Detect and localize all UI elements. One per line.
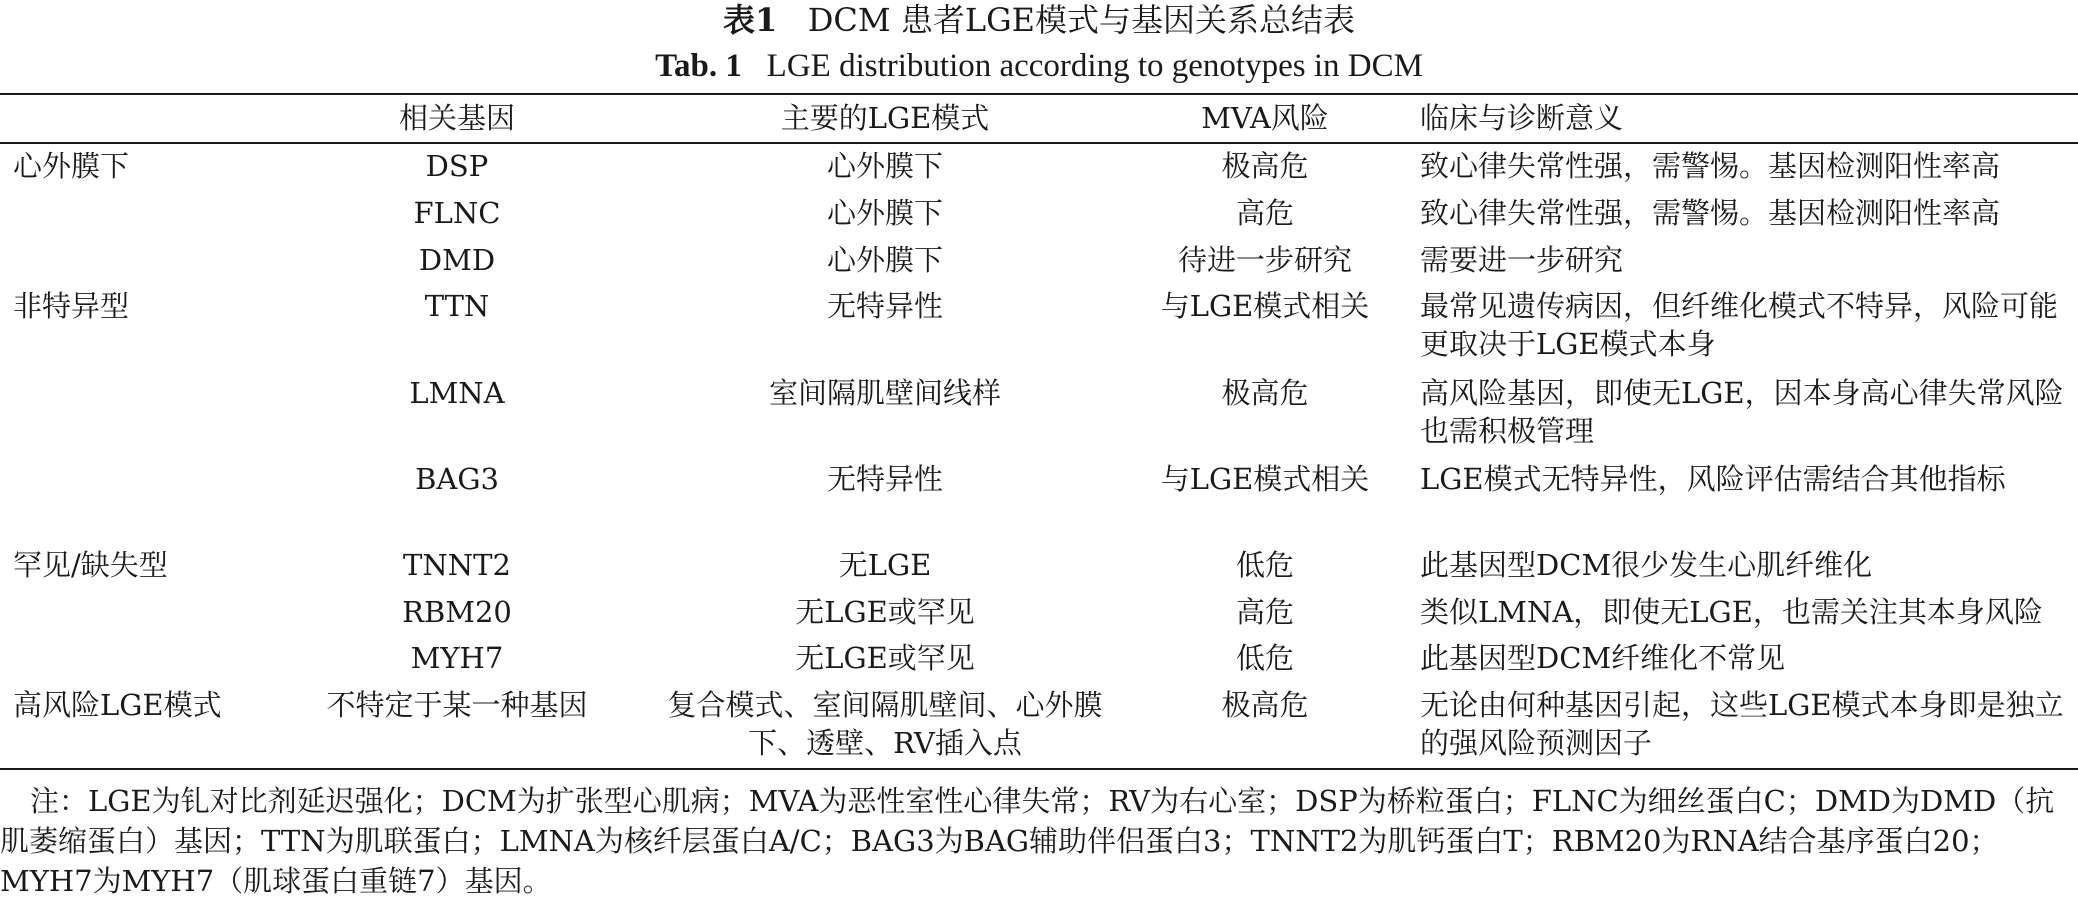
row-category: 高风险LGE模式: [13, 688, 222, 722]
row-category: 罕见/缺失型: [13, 548, 168, 582]
row-gene: FLNC: [413, 196, 501, 230]
row-gene: BAG3: [415, 462, 499, 496]
table-header-rule: [0, 142, 2078, 144]
row-gene: RBM20: [402, 595, 512, 629]
row-mva-risk: 低危: [1235, 641, 1294, 675]
table-top-rule: [0, 93, 2078, 95]
row-gene: TTN: [424, 289, 490, 323]
row-significance: LGE模式无特异性，风险评估需结合其他指标: [1420, 462, 2006, 496]
row-mva-risk: 高危: [1235, 595, 1294, 629]
row-significance: 最常见遗传病因，但纤维化模式不特异，风险可能更取决于LGE模式本身: [1420, 289, 2059, 361]
header-lge-pattern: 主要的LGE模式: [780, 101, 990, 135]
row-significance: 类似LMNA，即使无LGE，也需关注其本身风险: [1420, 595, 2043, 629]
row-gene: TNNT2: [403, 548, 511, 582]
row-mva-risk: 极高危: [1221, 376, 1309, 410]
row-lge-pattern: 心外膜下: [826, 243, 943, 277]
row-significance: 高风险基因，即使无LGE，因本身高心律失常风险也需积极管理: [1420, 376, 2064, 448]
row-gene: DSP: [425, 149, 489, 183]
table-bottom-rule: [0, 768, 2078, 770]
row-significance: 致心律失常性强，需警惕。基因检测阳性率高: [1420, 196, 2001, 230]
row-mva-risk: 低危: [1235, 548, 1294, 582]
row-mva-risk: 与LGE模式相关: [1160, 462, 1370, 496]
row-lge-pattern: 室间隔肌壁间线样: [768, 376, 1001, 410]
row-category: 非特异型: [13, 289, 130, 323]
table-title-cn: [0, 0, 2078, 40]
row-mva-risk: 极高危: [1221, 149, 1309, 183]
row-lge-pattern: 复合模式、室间隔肌壁间、心外膜下、透壁、RV插入点: [667, 688, 1103, 760]
row-significance: 需要进一步研究: [1420, 243, 1624, 277]
table-number-en: Tab. 1: [655, 48, 742, 84]
table-number-cn: 表1: [722, 1, 778, 39]
header-significance: 临床与诊断意义: [1420, 101, 1624, 135]
row-lge-pattern: 无LGE: [838, 548, 932, 582]
table-title-cn-text: DCM 患者LGE模式与基因关系总结表: [807, 1, 1356, 39]
row-significance: 此基因型DCM很少发生心肌纤维化: [1420, 548, 1873, 582]
row-mva-risk: 高危: [1235, 196, 1294, 230]
header-gene: 相关基因: [398, 101, 515, 135]
row-lge-pattern: 无LGE或罕见: [795, 595, 975, 629]
row-lge-pattern: 无特异性: [826, 289, 943, 323]
row-mva-risk: 极高危: [1221, 688, 1309, 722]
row-gene: MYH7: [410, 641, 504, 675]
header-mva-risk: MVA风险: [1201, 101, 1329, 135]
row-significance: 致心律失常性强，需警惕。基因检测阳性率高: [1420, 149, 2001, 183]
table-title-en: [0, 46, 2078, 86]
row-gene: LMNA: [409, 376, 505, 410]
row-significance: 无论由何种基因引起，这些LGE模式本身即是独立的强风险预测因子: [1420, 688, 2064, 760]
row-lge-pattern: 心外膜下: [826, 149, 943, 183]
row-mva-risk: 待进一步研究: [1177, 243, 1352, 277]
row-lge-pattern: 心外膜下: [826, 196, 943, 230]
row-significance: 此基因型DCM纤维化不常见: [1420, 641, 1786, 675]
table-footnote: 注：LGE为钆对比剂延迟强化；DCM为扩张型心肌病；MVA为恶性室性心律失常；RV为右心室；DSP为桥粒蛋白；FLNC为细丝蛋白C；DMD为DMD（抗肌萎缩蛋白）基因；TTN为肌联蛋白；LMNA为核纤层蛋白A/C；BAG3为BAG辅助伴侣蛋白3；TNNT2为肌钙蛋白T；RBM20为RNA结合基序蛋白20；MYH7为MYH7（肌球蛋白重链7）基因。: [0, 784, 2055, 898]
row-gene: 不特定于某一种基因: [326, 688, 588, 722]
row-mva-risk: 与LGE模式相关: [1160, 289, 1370, 323]
row-gene: DMD: [418, 243, 496, 277]
row-category: 心外膜下: [13, 149, 130, 183]
row-lge-pattern: 无LGE或罕见: [795, 641, 975, 675]
table-title-en-text: LGE distribution according to genotypes in DCM: [766, 48, 1423, 84]
row-lge-pattern: 无特异性: [826, 462, 943, 496]
